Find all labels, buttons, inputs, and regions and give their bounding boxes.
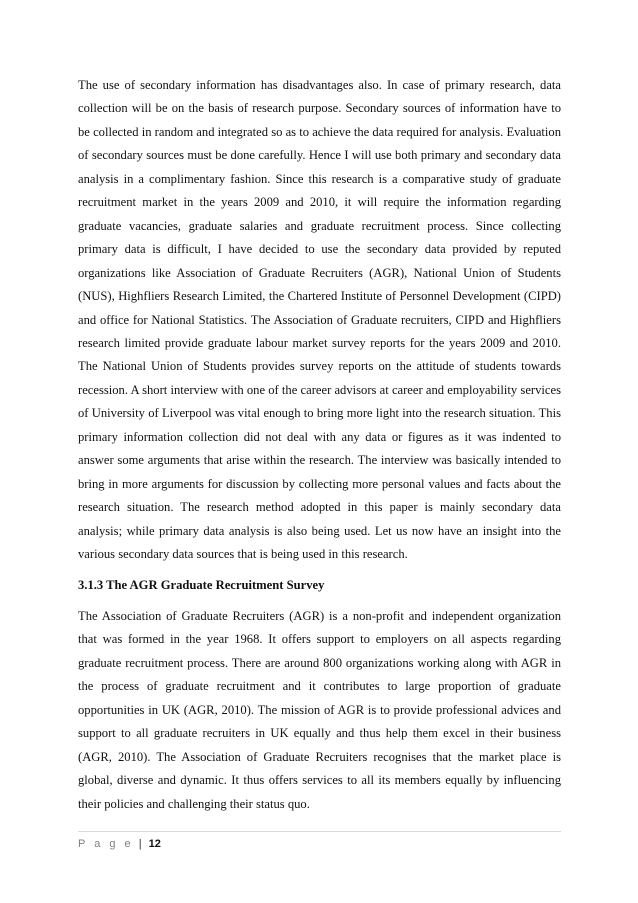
footer-separator: | — [138, 838, 142, 850]
section-heading: 3.1.3 The AGR Graduate Recruitment Survey — [78, 577, 325, 592]
body-paragraph-2: The Association of Graduate Recruiters (AGR) is a non-profit and independent organization that was formed in the year 1968. It offers support to employers on all aspects regarding graduate recruitment process. There are around 800 organizations working along with AGR in the process of graduate recruitment and it contributes to large proportion of graduate opportunities in UK (AGR, 2010). The mission of AGR is to provide professional advices and support to all graduate recruiters in UK equally and thus help them excel in their business (AGR, 2010). The Association of Graduate Recruiters recognises that the market place is global, diverse and dynamic. It thus offers services to all its members equally by influencing their policies and challenging their status quo. — [78, 608, 561, 811]
page-number: 12 — [148, 838, 161, 850]
body-paragraph-1: The use of secondary information has disadvantages also. In case of primary research, data collection will be on the basis of research purpose. Secondary sources of information have to be collected in random and integrated so as to achieve the data required for analysis. Evaluation of secondary sources must be done carefully. Hence I will use both primary and secondary data analysis in a complimentary fashion. Since this research is a comparative study of graduate recruitment market in the years 2009 and 2010, it will require the information regarding graduate vacancies, graduate salaries and graduate recruitment process. Since collecting primary data is difficult, I have decided to use the secondary data provided by reputed organizations like Association of Graduate Recruiters (AGR), National Union of Students (NUS), Highfliers Research Limited, the Chartered Institute of Personnel Development (CIPD) and office for National Statistics. The Association of Graduate recruiters, CIPD and Highfliers research limited provide graduate labour market survey reports for the years 2009 and 2010. The National Union of Students provides survey reports on the attitude of students towards recession. A short interview with one of the career advisors at career and employability services of University of Liverpool was vital enough to bring more light into the research situation. This primary information collection did not deal with any data or figures as it was indented to answer some arguments that arise within the research. The interview was basically intended to bring in more arguments for discussion by collecting more personal values and facts about the research situation. The research method adopted in this paper is mainly secondary data analysis; while primary data analysis is also being used. Let us now have an insight into the various secondary data sources that is being used in this research. — [78, 78, 561, 562]
page-content — [78, 74, 561, 816]
footer-divider — [78, 831, 561, 832]
page-footer — [78, 836, 161, 852]
page-label: P a g e — [78, 838, 134, 850]
